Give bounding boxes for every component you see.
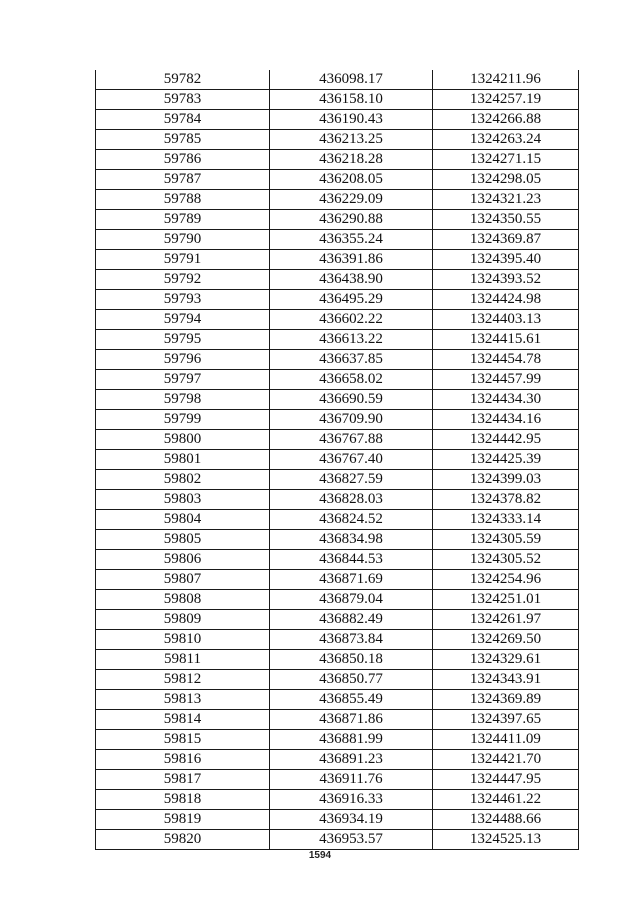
- y-coordinate-cell: 1324271.15: [433, 150, 579, 170]
- table-row: [96, 390, 579, 410]
- y-coordinate-cell: 1324425.39: [433, 450, 579, 470]
- table-row: [96, 450, 579, 470]
- table-row: [96, 790, 579, 810]
- table-row: [96, 650, 579, 670]
- x-coordinate-cell: 436190.43: [270, 110, 433, 130]
- x-coordinate-cell: 436916.33: [270, 790, 433, 810]
- x-coordinate-cell: 436871.86: [270, 710, 433, 730]
- x-coordinate-cell: 436391.86: [270, 250, 433, 270]
- point-id-cell: 59804: [96, 510, 270, 530]
- point-id-cell: 59783: [96, 90, 270, 110]
- table-row: [96, 590, 579, 610]
- point-id-cell: 59790: [96, 230, 270, 250]
- table-row: [96, 550, 579, 570]
- x-coordinate-cell: 436844.53: [270, 550, 433, 570]
- coordinates-table: [95, 70, 579, 850]
- x-coordinate-cell: 436290.88: [270, 210, 433, 230]
- x-coordinate-cell: 436637.85: [270, 350, 433, 370]
- x-coordinate-cell: 436355.24: [270, 230, 433, 250]
- y-coordinate-cell: 1324343.91: [433, 670, 579, 690]
- point-id-cell: 59808: [96, 590, 270, 610]
- point-id-cell: 59791: [96, 250, 270, 270]
- x-coordinate-cell: 436891.23: [270, 750, 433, 770]
- y-coordinate-cell: 1324399.03: [433, 470, 579, 490]
- table-row: [96, 530, 579, 550]
- point-id-cell: 59797: [96, 370, 270, 390]
- table-row: [96, 70, 579, 90]
- point-id-cell: 59794: [96, 310, 270, 330]
- table-row: [96, 330, 579, 350]
- table-row: [96, 810, 579, 830]
- point-id-cell: 59793: [96, 290, 270, 310]
- table-row: [96, 430, 579, 450]
- y-coordinate-cell: 1324395.40: [433, 250, 579, 270]
- point-id-cell: 59811: [96, 650, 270, 670]
- point-id-cell: 59817: [96, 770, 270, 790]
- y-coordinate-cell: 1324397.65: [433, 710, 579, 730]
- y-coordinate-cell: 1324525.13: [433, 830, 579, 850]
- y-coordinate-cell: 1324457.99: [433, 370, 579, 390]
- point-id-cell: 59807: [96, 570, 270, 590]
- table-row: [96, 670, 579, 690]
- table-row: [96, 370, 579, 390]
- point-id-cell: 59813: [96, 690, 270, 710]
- y-coordinate-cell: 1324415.61: [433, 330, 579, 350]
- y-coordinate-cell: 1324350.55: [433, 210, 579, 230]
- x-coordinate-cell: 436828.03: [270, 490, 433, 510]
- table-row: [96, 610, 579, 630]
- x-coordinate-cell: 436208.05: [270, 170, 433, 190]
- x-coordinate-cell: 436229.09: [270, 190, 433, 210]
- y-coordinate-cell: 1324434.30: [433, 390, 579, 410]
- y-coordinate-cell: 1324257.19: [433, 90, 579, 110]
- point-id-cell: 59805: [96, 530, 270, 550]
- y-coordinate-cell: 1324378.82: [433, 490, 579, 510]
- y-coordinate-cell: 1324263.24: [433, 130, 579, 150]
- table-row: [96, 270, 579, 290]
- table-row: [96, 730, 579, 750]
- point-id-cell: 59809: [96, 610, 270, 630]
- x-coordinate-cell: 436879.04: [270, 590, 433, 610]
- point-id-cell: 59787: [96, 170, 270, 190]
- table-row: [96, 690, 579, 710]
- x-coordinate-cell: 436218.28: [270, 150, 433, 170]
- table-row: [96, 310, 579, 330]
- x-coordinate-cell: 436658.02: [270, 370, 433, 390]
- point-id-cell: 59800: [96, 430, 270, 450]
- point-id-cell: 59801: [96, 450, 270, 470]
- coordinates-table-body: [96, 70, 579, 850]
- y-coordinate-cell: 1324488.66: [433, 810, 579, 830]
- y-coordinate-cell: 1324254.96: [433, 570, 579, 590]
- y-coordinate-cell: 1324393.52: [433, 270, 579, 290]
- x-coordinate-cell: 436613.22: [270, 330, 433, 350]
- point-id-cell: 59820: [96, 830, 270, 850]
- point-id-cell: 59786: [96, 150, 270, 170]
- y-coordinate-cell: 1324269.50: [433, 630, 579, 650]
- x-coordinate-cell: 436934.19: [270, 810, 433, 830]
- x-coordinate-cell: 436834.98: [270, 530, 433, 550]
- point-id-cell: 59812: [96, 670, 270, 690]
- table-row: [96, 710, 579, 730]
- point-id-cell: 59816: [96, 750, 270, 770]
- point-id-cell: 59785: [96, 130, 270, 150]
- x-coordinate-cell: 436850.77: [270, 670, 433, 690]
- y-coordinate-cell: 1324305.59: [433, 530, 579, 550]
- y-coordinate-cell: 1324403.13: [433, 310, 579, 330]
- y-coordinate-cell: 1324369.89: [433, 690, 579, 710]
- y-coordinate-cell: 1324369.87: [433, 230, 579, 250]
- x-coordinate-cell: 436098.17: [270, 70, 433, 90]
- y-coordinate-cell: 1324329.61: [433, 650, 579, 670]
- table-row: [96, 210, 579, 230]
- x-coordinate-cell: 436911.76: [270, 770, 433, 790]
- table-row: [96, 170, 579, 190]
- point-id-cell: 59806: [96, 550, 270, 570]
- table-row: [96, 490, 579, 510]
- page-number: 1594: [308, 850, 332, 861]
- x-coordinate-cell: 436158.10: [270, 90, 433, 110]
- y-coordinate-cell: 1324411.09: [433, 730, 579, 750]
- x-coordinate-cell: 436953.57: [270, 830, 433, 850]
- table-row: [96, 290, 579, 310]
- table-row: [96, 350, 579, 370]
- point-id-cell: 59819: [96, 810, 270, 830]
- table-row: [96, 190, 579, 210]
- y-coordinate-cell: 1324461.22: [433, 790, 579, 810]
- point-id-cell: 59814: [96, 710, 270, 730]
- x-coordinate-cell: 436827.59: [270, 470, 433, 490]
- y-coordinate-cell: 1324454.78: [433, 350, 579, 370]
- x-coordinate-cell: 436882.49: [270, 610, 433, 630]
- table-row: [96, 830, 579, 850]
- x-coordinate-cell: 436690.59: [270, 390, 433, 410]
- x-coordinate-cell: 436602.22: [270, 310, 433, 330]
- table-row: [96, 750, 579, 770]
- point-id-cell: 59782: [96, 70, 270, 90]
- table-row: [96, 230, 579, 250]
- x-coordinate-cell: 436495.29: [270, 290, 433, 310]
- y-coordinate-cell: 1324442.95: [433, 430, 579, 450]
- x-coordinate-cell: 436709.90: [270, 410, 433, 430]
- table-row: [96, 510, 579, 530]
- point-id-cell: 59810: [96, 630, 270, 650]
- table-row: [96, 630, 579, 650]
- point-id-cell: 59815: [96, 730, 270, 750]
- x-coordinate-cell: 436873.84: [270, 630, 433, 650]
- y-coordinate-cell: 1324421.70: [433, 750, 579, 770]
- point-id-cell: 59788: [96, 190, 270, 210]
- x-coordinate-cell: 436871.69: [270, 570, 433, 590]
- point-id-cell: 59818: [96, 790, 270, 810]
- y-coordinate-cell: 1324251.01: [433, 590, 579, 610]
- point-id-cell: 59784: [96, 110, 270, 130]
- y-coordinate-cell: 1324447.95: [433, 770, 579, 790]
- y-coordinate-cell: 1324211.96: [433, 70, 579, 90]
- y-coordinate-cell: 1324434.16: [433, 410, 579, 430]
- y-coordinate-cell: 1324298.05: [433, 170, 579, 190]
- point-id-cell: 59798: [96, 390, 270, 410]
- table-row: [96, 150, 579, 170]
- y-coordinate-cell: 1324424.98: [433, 290, 579, 310]
- table-row: [96, 470, 579, 490]
- table-row: [96, 570, 579, 590]
- y-coordinate-cell: 1324321.23: [433, 190, 579, 210]
- table-row: [96, 130, 579, 150]
- y-coordinate-cell: 1324333.14: [433, 510, 579, 530]
- point-id-cell: 59795: [96, 330, 270, 350]
- table-row: [96, 250, 579, 270]
- x-coordinate-cell: 436850.18: [270, 650, 433, 670]
- x-coordinate-cell: 436767.88: [270, 430, 433, 450]
- table-row: [96, 90, 579, 110]
- x-coordinate-cell: 436767.40: [270, 450, 433, 470]
- x-coordinate-cell: 436824.52: [270, 510, 433, 530]
- x-coordinate-cell: 436213.25: [270, 130, 433, 150]
- point-id-cell: 59802: [96, 470, 270, 490]
- table-row: [96, 410, 579, 430]
- point-id-cell: 59789: [96, 210, 270, 230]
- x-coordinate-cell: 436881.99: [270, 730, 433, 750]
- point-id-cell: 59799: [96, 410, 270, 430]
- y-coordinate-cell: 1324266.88: [433, 110, 579, 130]
- point-id-cell: 59803: [96, 490, 270, 510]
- table-row: [96, 770, 579, 790]
- y-coordinate-cell: 1324261.97: [433, 610, 579, 630]
- table-row: [96, 110, 579, 130]
- x-coordinate-cell: 436438.90: [270, 270, 433, 290]
- point-id-cell: 59792: [96, 270, 270, 290]
- x-coordinate-cell: 436855.49: [270, 690, 433, 710]
- point-id-cell: 59796: [96, 350, 270, 370]
- y-coordinate-cell: 1324305.52: [433, 550, 579, 570]
